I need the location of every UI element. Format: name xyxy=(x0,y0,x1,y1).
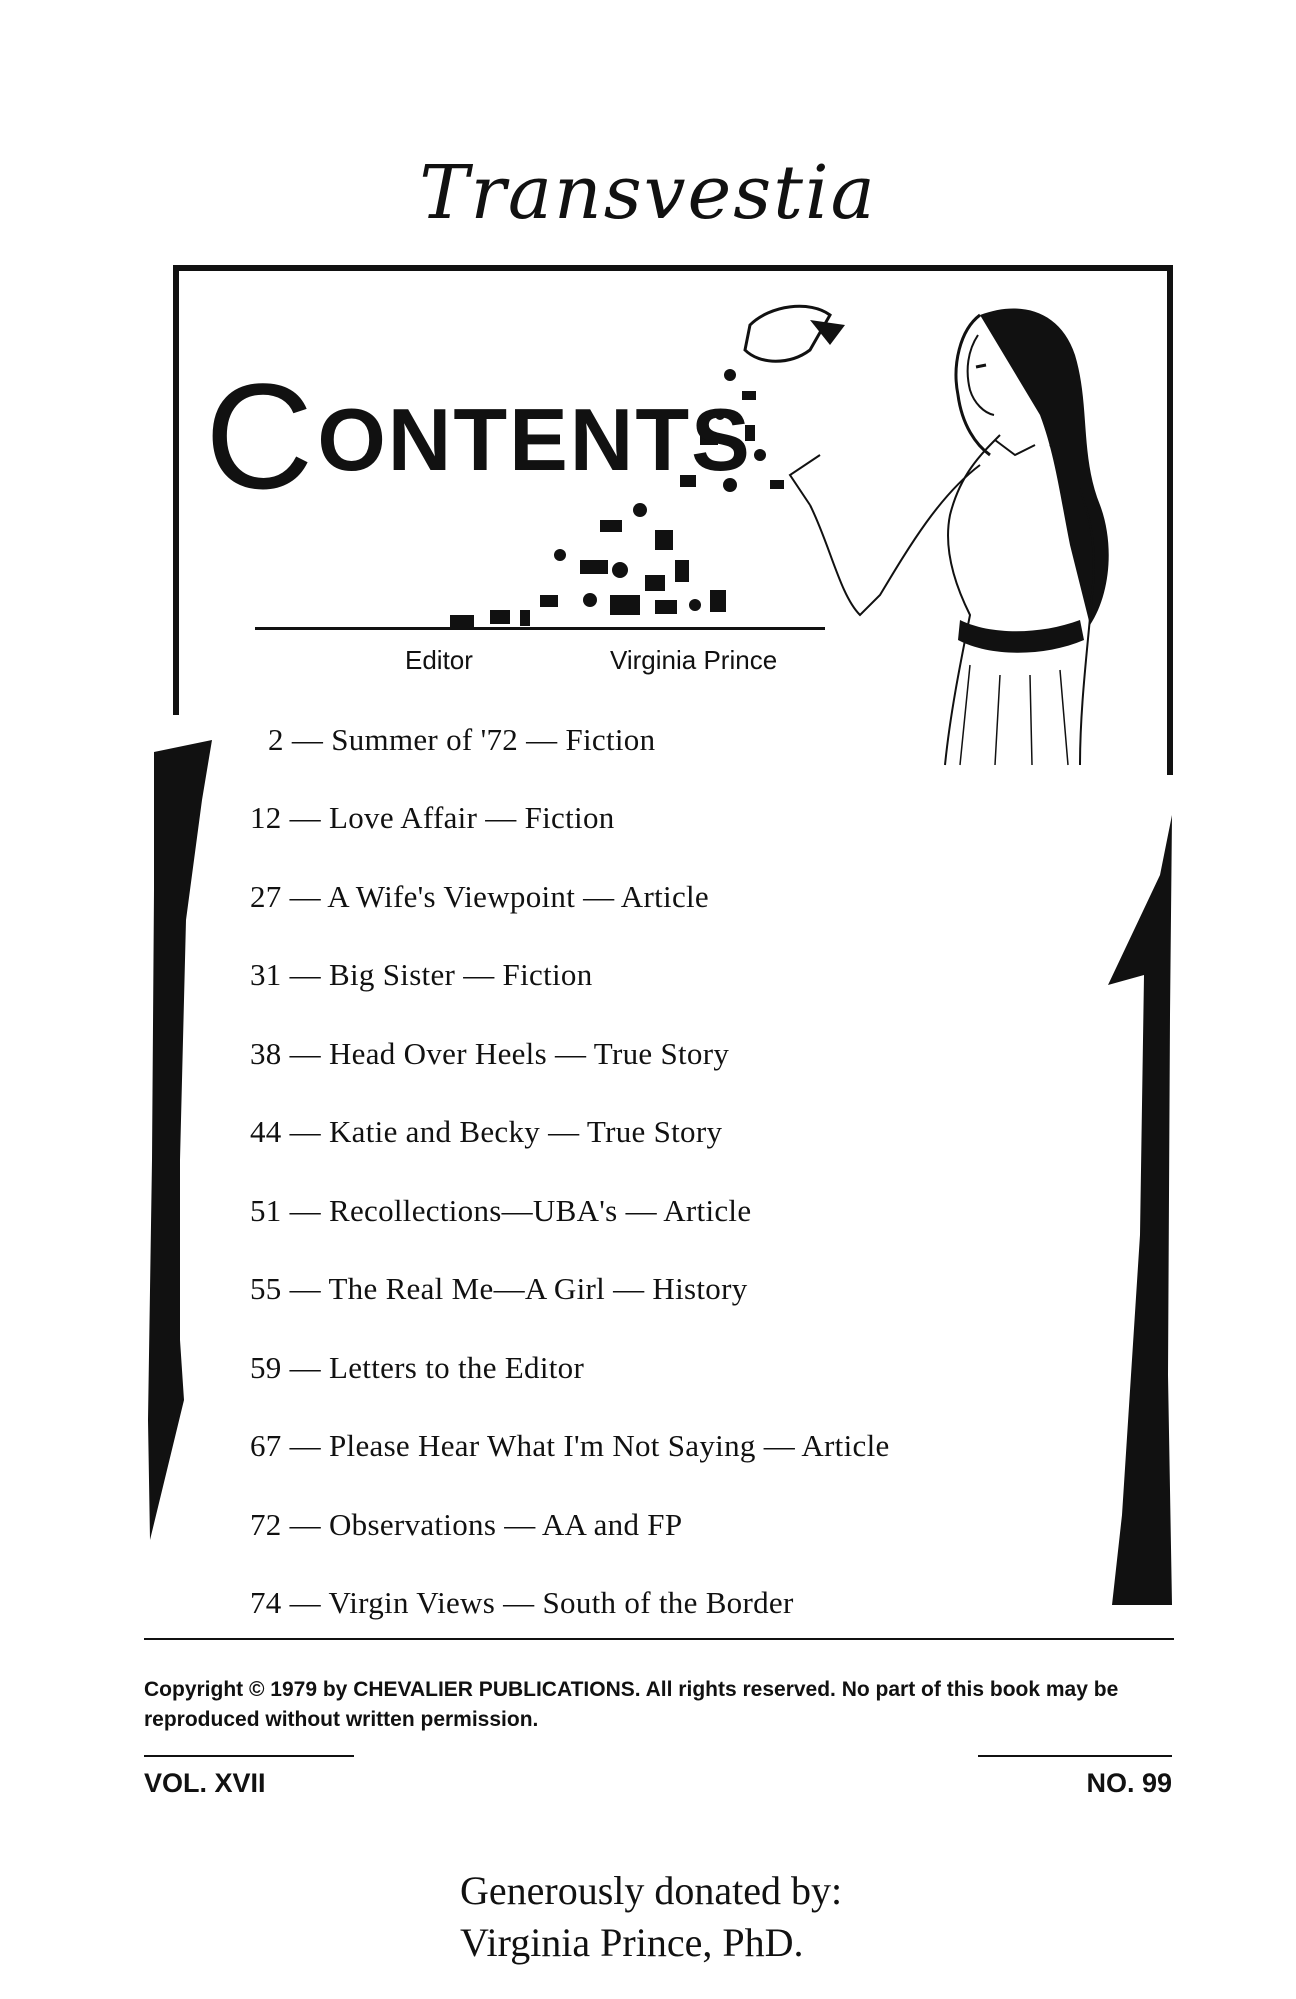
right-brush-stroke xyxy=(1100,815,1180,1615)
editor-name: Virginia Prince xyxy=(610,645,778,675)
toc-entry: 27 — A Wife's Viewpoint — Article xyxy=(250,879,709,914)
toc-entry: 38 — Head Over Heels — True Story xyxy=(250,1036,730,1071)
toc-entry: 44 — Katie and Becky — True Story xyxy=(250,1114,723,1149)
copyright-notice: Copyright © 1979 by CHEVALIER PUBLICATIONS. All rights reserved. No part of this book may be reproduced without written permission. xyxy=(144,1678,1119,1731)
toc-entry: 51 — Recollections—UBA's — Article xyxy=(250,1193,752,1228)
toc-entry: 31 — Big Sister — Fiction xyxy=(250,957,593,992)
toc-entry: 12 — Love Affair — Fiction xyxy=(250,800,615,835)
donation-line-2: Virginia Prince, PhD. xyxy=(460,1920,804,1965)
toc-entry: 55 — The Real Me—A Girl — History xyxy=(250,1271,748,1306)
volume-label: VOL. XVII xyxy=(144,1768,266,1798)
toc-entry: 72 — Observations — AA and FP xyxy=(250,1507,683,1542)
toc-entry: 2 — Summer of '72 — Fiction xyxy=(268,722,656,757)
contents-heading xyxy=(205,350,752,523)
toc-entry: 74 — Virgin Views — South of the Border xyxy=(250,1585,794,1620)
divider xyxy=(144,1638,1174,1640)
toc-entry: 59 — Letters to the Editor xyxy=(250,1350,585,1385)
contents-initial: C xyxy=(205,352,316,520)
donation-line-1: Generously donated by: xyxy=(460,1868,843,1913)
editor-label: Editor xyxy=(405,645,473,675)
issue-number: NO. 99 xyxy=(1086,1768,1172,1798)
left-brush-stroke xyxy=(140,740,220,1540)
volume-rule xyxy=(144,1755,354,1757)
masthead-title: Transvestia xyxy=(419,150,877,236)
contents-rest: ONTENTS xyxy=(317,390,752,489)
number-rule xyxy=(978,1755,1172,1757)
donation-note xyxy=(460,1865,842,1969)
toc-entry: 67 — Please Hear What I'm Not Saying — Article xyxy=(250,1428,890,1463)
